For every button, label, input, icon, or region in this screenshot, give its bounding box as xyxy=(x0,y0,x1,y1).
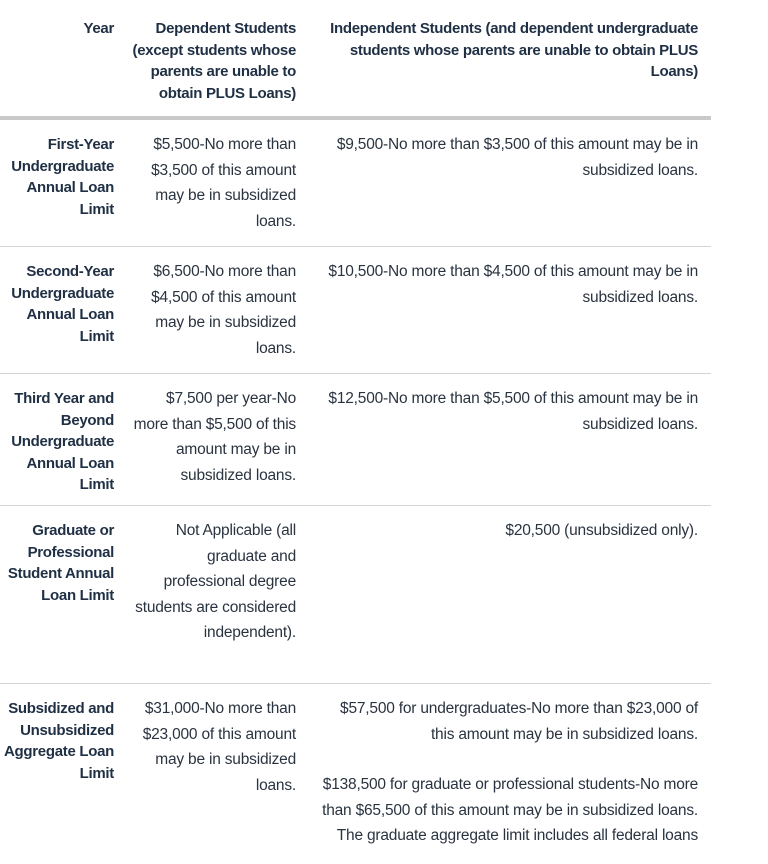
table-row xyxy=(0,506,711,684)
row-dependent-value: $7,500 per year-No more than $5,500 of this amount may be in subsidized loans. xyxy=(133,390,296,484)
row-year-label: Graduate or Professional Student Annual Loan Limit xyxy=(7,522,114,604)
undergraduate-aggregate-text: $57,500 for undergraduates-No more than $23,000 of this amount may be in subsidized loans. xyxy=(340,700,698,743)
graduate-aggregate-text: $138,500 for graduate or professional students-No more than $65,500 of this amount may be in subsidized loans. The graduate aggregate limit includes all federal loans xyxy=(322,776,698,844)
row-year-label: Second-Year Undergraduate Annual Loan Limit xyxy=(11,263,114,345)
row-dependent-value: $6,500-No more than $4,500 of this amount may be in subsidized loans. xyxy=(151,263,296,357)
row-independent-value: $12,500-No more than $5,500 of this amount may be in subsidized loans. xyxy=(328,390,698,433)
row-independent-value: $9,500-No more than $3,500 of this amount may be in subsidized loans. xyxy=(336,136,698,179)
row-year-label: First-Year Undergraduate Annual Loan Limit xyxy=(11,136,114,218)
row-dependent-value: $31,000-No more than $23,000 of this amount may be in subsidized loans. xyxy=(142,700,296,794)
table-row xyxy=(0,684,711,864)
row-independent-value: $20,500 (unsubsidized only). xyxy=(505,522,698,539)
table-header-row xyxy=(0,0,711,120)
row-year-label: Subsidized and Unsubsidized Aggregate Loan Limit xyxy=(4,700,114,782)
header-dependent-students: Dependent Students (except students whose parents are unable to obtain PLUS Loans) xyxy=(132,20,296,102)
header-independent-students: Independent Students (and dependent undergraduate students whose parents are unable to obtain PLUS Loans) xyxy=(330,20,698,80)
table-row xyxy=(0,247,711,374)
header-year: Year xyxy=(83,20,114,37)
row-independent-value xyxy=(316,696,698,849)
row-dependent-value: Not Applicable (all graduate and professional degree students are considered independent). xyxy=(135,522,296,641)
table-row xyxy=(0,120,711,247)
row-dependent-value: $5,500-No more than $3,500 of this amount may be in subsidized loans. xyxy=(151,136,296,230)
row-year-label: Third Year and Beyond Undergraduate Annual Loan Limit xyxy=(11,390,114,493)
row-independent-value: $10,500-No more than $4,500 of this amount may be in subsidized loans. xyxy=(328,263,698,306)
table-row xyxy=(0,374,711,506)
